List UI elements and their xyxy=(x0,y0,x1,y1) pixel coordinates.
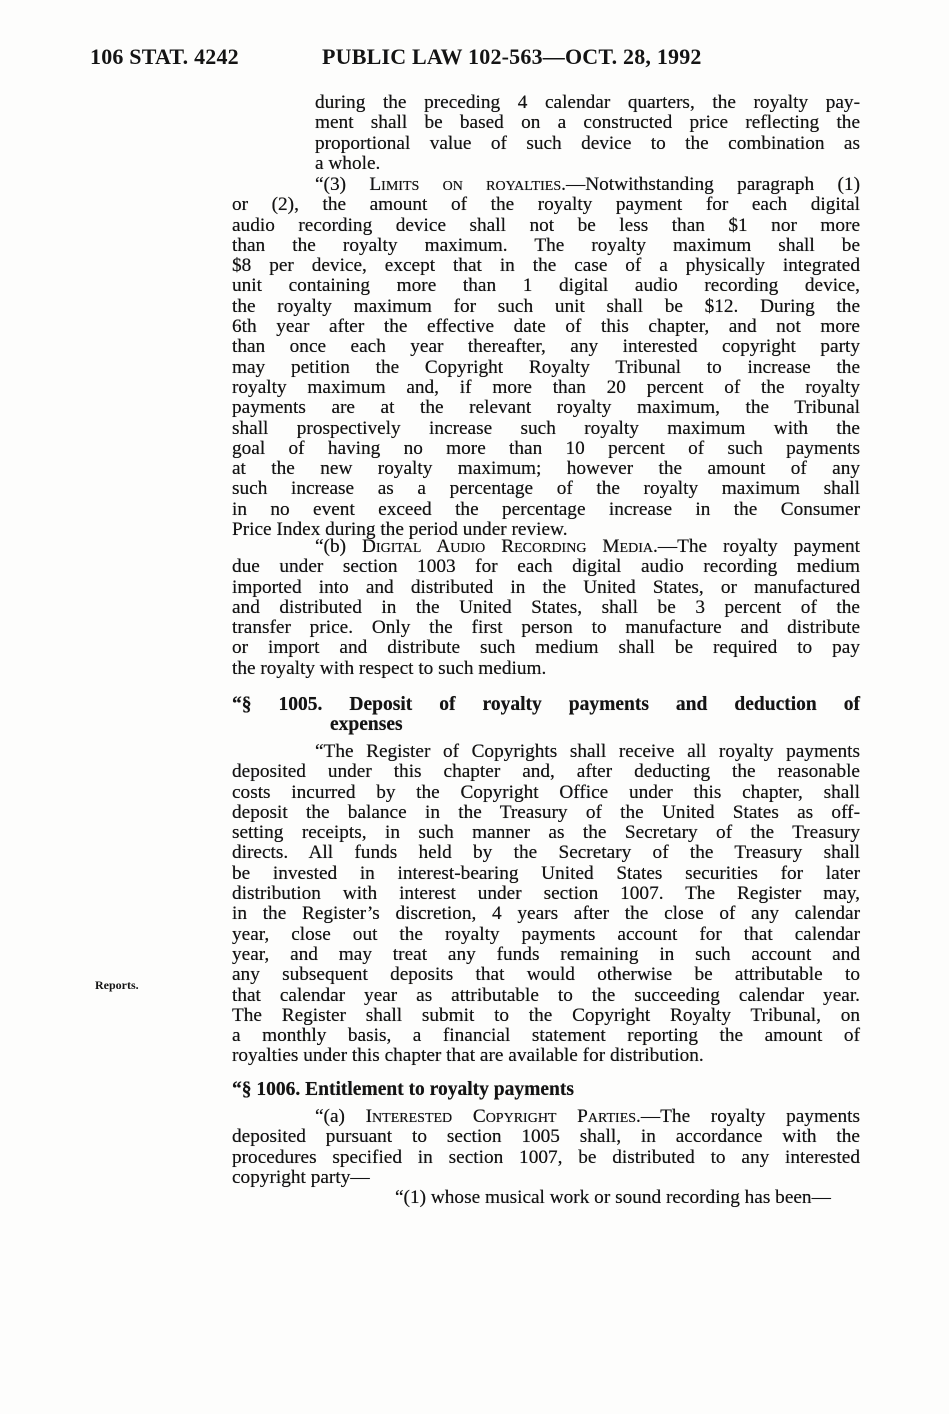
h1006-line: “§ 1006. Entitlement to royalty payments xyxy=(232,1079,574,1100)
p3-line: $8 per device, except that in the case of a physically integrated xyxy=(232,255,860,277)
pb-line: imported into and distributed in the United States, or manufactured xyxy=(232,576,860,598)
text-segment: “(3) xyxy=(315,174,370,195)
p1005-line: setting receipts, in such manner as the Secretary of the Treasury xyxy=(232,822,860,844)
p3-line xyxy=(232,175,860,195)
text-segment: —Notwithstanding paragraph (1) xyxy=(565,174,860,195)
p1005-line: a monthly basis, a financial statement reporting the amount of xyxy=(232,1025,860,1047)
margin-note-reports: Reports. xyxy=(95,978,139,992)
pb-line: or import and distribute such medium shall be required to pay xyxy=(232,637,860,659)
p3-line: royalty maximum and, if more than 20 percent of the royalty xyxy=(232,376,860,398)
p3-line: audio recording device shall not be less than $1 nor more xyxy=(232,214,860,236)
section-heading-1006 xyxy=(232,1080,860,1100)
p1005-line: any subsequent deposits that would otherwise be attributable to xyxy=(232,964,860,986)
subsection-caption: Interested Copyright Parties. xyxy=(365,1106,641,1127)
p1005-line: The Register shall submit to the Copyright Royalty Tribunal, on xyxy=(232,1004,860,1026)
h1005-line: expenses xyxy=(330,714,403,736)
paragraph-constructed-price xyxy=(315,93,860,174)
p3-line: payments are at the relevant royalty maximum, the Tribunal xyxy=(232,397,860,419)
running-title: PUBLIC LAW 102-563—OCT. 28, 1992 xyxy=(322,44,702,69)
p1005-line: that calendar year as attributable to the succeeding calendar year. xyxy=(232,984,860,1006)
pb-line: transfer price. Only the first person to manufacture and distribute xyxy=(232,617,860,639)
p3-line: Price Index during the period under review. xyxy=(232,519,568,541)
p3-line: unit containing more than 1 digital audio recording device, xyxy=(232,275,860,297)
pb-line: the royalty with respect to such medium. xyxy=(232,657,547,679)
text-segment: “(b) xyxy=(315,536,363,557)
p1005-line: costs incurred by the Copyright Office under this chapter, shall xyxy=(232,781,860,803)
p1-line: ment shall be based on a constructed price reflecting the xyxy=(315,112,860,134)
paragraph-section-1005 xyxy=(232,742,860,1067)
p3-line: 6th year after the effective date of this chapter, and not more xyxy=(232,316,860,338)
pa-line: deposited pursuant to section 1005 shall, in accordance with the xyxy=(232,1126,860,1148)
pa-line xyxy=(232,1107,860,1127)
pb-line: and distributed in the United States, shall be 3 percent of the xyxy=(232,596,860,618)
p1-line: proportional value of such device to the combination as xyxy=(315,132,860,154)
p3-line: than once each year thereafter, any interested copyright party xyxy=(232,336,860,358)
pa-line: procedures specified in section 1007, be distributed to any interested xyxy=(232,1146,860,1168)
p1005-line: directs. All funds held by the Secretary of the Treasury shall xyxy=(232,842,860,864)
subsection-caption: Digital Audio Recording Media. xyxy=(362,536,658,557)
p3-line: shall prospectively increase such royalty maximum with the xyxy=(232,417,860,439)
p3-line: than the royalty maximum. The royalty maximum shall be xyxy=(232,234,860,256)
p1-line: during the preceding 4 calendar quarters, the royalty pay- xyxy=(315,92,860,113)
paragraph-subsection-1 xyxy=(232,1188,860,1208)
p3-line: goal of having no more than 10 percent of such payments xyxy=(232,437,860,459)
p3-line: the royalty maximum for such unit shall be $12. During the xyxy=(232,295,860,317)
p1005-line: distribution with interest under section 1007. The Register may, xyxy=(232,883,860,905)
p3-line: such increase as a percentage of the royalty maximum shall xyxy=(232,478,860,500)
p3-line: at the new royalty maximum; however the amount of any xyxy=(232,458,860,480)
p1005-line: royalties under this chapter that are available for distribution. xyxy=(232,1045,704,1067)
pa1-line: “(1) whose musical work or sound recording has been— xyxy=(395,1187,831,1208)
paragraph-limits-on-royalties xyxy=(232,175,860,540)
subsection-caption: Limits on royalties. xyxy=(369,174,566,195)
paragraph-interested-copyright-parties xyxy=(232,1107,860,1188)
pb-line: due under section 1003 for each digital audio recording medium xyxy=(232,556,860,578)
p1005-line: be invested in interest-bearing United States securities for later xyxy=(232,862,860,884)
pb-line xyxy=(232,537,860,557)
p1005-line: year, close out the royalty payments account for that calendar xyxy=(232,923,860,945)
page-stat-reference: 106 STAT. 4242 xyxy=(90,44,239,69)
h1005-line: “§ 1005. Deposit of royalty payments and deduction of xyxy=(232,694,860,715)
p3-line: in no event exceed the percentage increase in the Consumer xyxy=(232,498,860,520)
p1005-line: deposited under this chapter and, after deducting the reasonable xyxy=(232,761,860,783)
p1005-line: in the Register’s discretion, 4 years after the close of any calendar xyxy=(232,903,860,925)
p3-line: or (2), the amount of the royalty payment for each digital xyxy=(232,194,860,216)
p3-line: may petition the Copyright Royalty Tribunal to increase the xyxy=(232,356,860,378)
p1005-line: deposit the balance in the Treasury of the United States as off- xyxy=(232,801,860,823)
p1005-line: “The Register of Copyrights shall receive all royalty payments xyxy=(315,741,860,762)
text-segment: —The royalty payment xyxy=(657,536,861,557)
section-heading-1005 xyxy=(232,695,860,736)
text-segment: “(a) xyxy=(315,1106,366,1127)
p1-line: a whole. xyxy=(315,152,381,174)
text-segment: —The royalty payments xyxy=(640,1106,860,1127)
pa-line: copyright party— xyxy=(232,1166,370,1188)
paragraph-digital-audio-recording-media xyxy=(232,537,860,679)
p1005-line: year, and may treat any funds remaining in such account and xyxy=(232,943,860,965)
